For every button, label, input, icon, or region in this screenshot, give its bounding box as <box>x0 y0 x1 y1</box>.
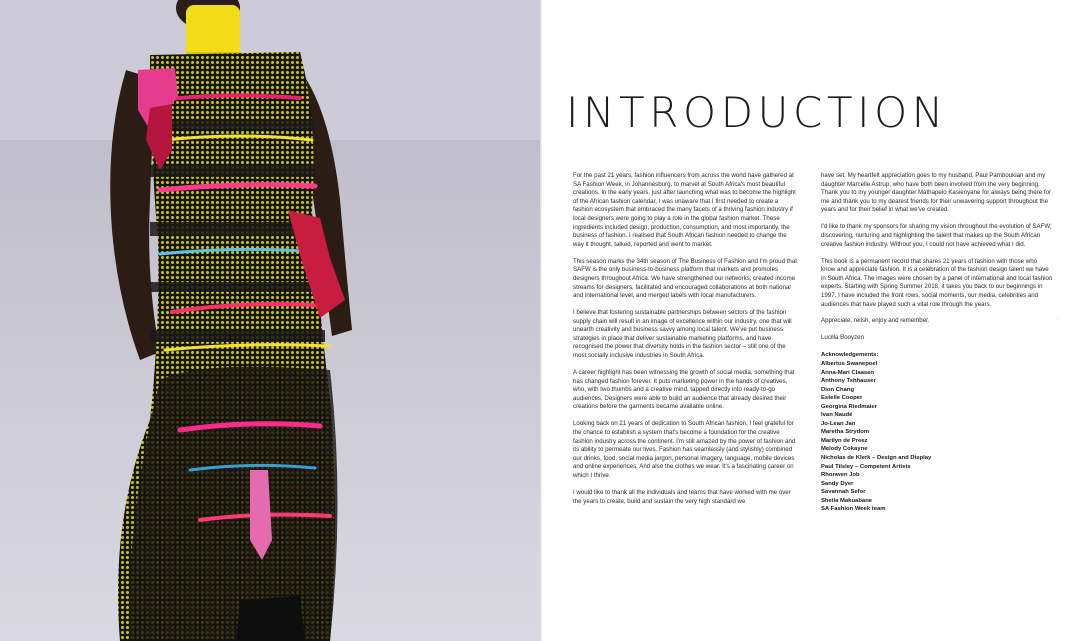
acknowledgement-item: Nicholas de Klerk – Design and Display <box>821 455 932 462</box>
acknowledgement-item: Anthony Tshhauser <box>821 378 876 385</box>
text-column-left <box>573 172 797 515</box>
acknowledgement-item: Maretha Strydom <box>821 429 870 436</box>
paragraph: Appreciate, relish, enjoy and remember. <box>821 317 930 325</box>
acknowledgement-item: Sandy Dyer <box>821 480 854 487</box>
paragraph: I believe that fostering sustainable partnerships between sectors of the fashion supply chain will result in an image of excellence within our industry, one that will unearth creativity and business savvy among local talent. We've put business strategies in place that deliver sustainable marketing platforms, and have recognised the power that diversity holds in the fashion sector – still one of the most socially inclusive industries in South Africa. <box>573 309 792 360</box>
acknowledgement-item: Estelle Cooper <box>821 395 863 402</box>
signature: Lucilla Booyzen <box>821 334 865 342</box>
acknowledgement-item: Rhonwen Job <box>821 472 860 479</box>
paragraph: A career highlight has been witnessing the growth of social media, something that has changed fashion forever. It puts marketing power in the hands of creatives, who, with two thumbs and a creative mind, tapped directly into ready-to-go audiences. Designers were able to build an audience that already desired their creations before the garments became available online. <box>573 369 795 411</box>
paragraph: This season marks the 34th season of The Business of Fashion and I'm proud that SAFW is the only business-to-business platform that markets and promotes designers throughout Africa. We have strengthened our networks, created income streams for designers, facilitated and encouraged collaborations at both national and international level, and merged labels with local manufacturers. <box>573 257 797 300</box>
acknowledgement-item: Jo-Lean Jan <box>821 420 856 427</box>
acknowledgements-list <box>821 351 1053 513</box>
acknowledgements-heading: Acknowledgements: <box>821 352 879 359</box>
acknowledgement-item: Savannah Sefor <box>821 489 866 496</box>
acknowledgement-item: Sheila Makuabane <box>821 497 873 504</box>
acknowledgement-item: Albertus Swanepoel <box>821 361 878 367</box>
paragraph: I would like to thank all the individuals and teams that have worked with me over the years to create, build and sustain the very high standard we <box>573 488 791 505</box>
acknowledgement-item: Melody Cokayne <box>821 446 868 453</box>
acknowledgement-item: Marilyn de Preez <box>821 437 868 444</box>
paragraph: Looking back on 21 years of dedication to South African fashion, I feel grateful for the chance to establish a system that's become a foundation for the creative fashion industry across the continent. I'm still amazed by the power of fashion and its ability to permeate our lives. Fashion has seamlessly (and stylishly) combined our drinks, food, social media jargon, personal imagery, language, mobile devices and online experiences. And also the clothes we wear. It's a fascinating career on which I thrive. <box>573 420 796 479</box>
page-mark: · <box>1057 316 1059 322</box>
text-column-right <box>821 172 1053 514</box>
acknowledgement-item: Paul Tilsley – Competent Artists <box>821 463 911 470</box>
acknowledgement-item: Ivan Naudé <box>821 412 853 419</box>
paragraph: This book is a permanent record that shares 21 years of fashion with those who know and appreciate fashion. It is a celebration of the fashion design talent we have in South Africa. The images were chosen by a panel of international and local fashion experts. Starting with Spring Summer 2018, it takes you back to our beginnings in 1997. I have included the front rows, social moments, our media, celebrities and audiences that have played such a vital role through the years. <box>821 257 1053 308</box>
acknowledgement-item: Georgina Riedmaier <box>821 403 877 410</box>
acknowledgement-item: Dion Chang <box>821 386 855 393</box>
page-title: INTRODUCTION <box>566 88 948 137</box>
paragraph: I'd like to thank my sponsors for sharing my vision throughout the evolution of SAFW; discovering, nurturing and highlighting the talent that makes up the South African creative fashion industry. Without you, I could not have achieved what I did. <box>821 223 1052 248</box>
paragraph: For the past 21 years, fashion influencers from across the world have gathered at SA Fashion Week, in Johannesburg, to marvel at South Africa's most beautiful creations. In the early years, just after launching what was to become the highlight of the African fashion calendar, I was unaware that I first needed to create a fashion ecosystem that embraced the many facets of a thriving fashion industry if local designers were going to play a role in the global fashion market. These ingredients included design, production, consumption, and most importantly, the business of fashion. I realised that South African fashion needed to change the way it thought, talked, reported and went to market. <box>573 172 796 248</box>
acknowledgement-item: Anna-Mari Claasen <box>821 369 875 376</box>
acknowledgement-item: SA Fashion Week team <box>821 506 886 513</box>
paragraph: have set. My heartfelt appreciation goes to my husband, Paul Pamboukian and my daughter Marcelle Astrup, who have both been involved from the very beginning. Thank you to my younger daughter Mathapelo Kasienyane for always being there for me and thank you to my dearest friends for their unwavering support throughout the years and for their belief in what we've created. <box>821 172 1052 214</box>
